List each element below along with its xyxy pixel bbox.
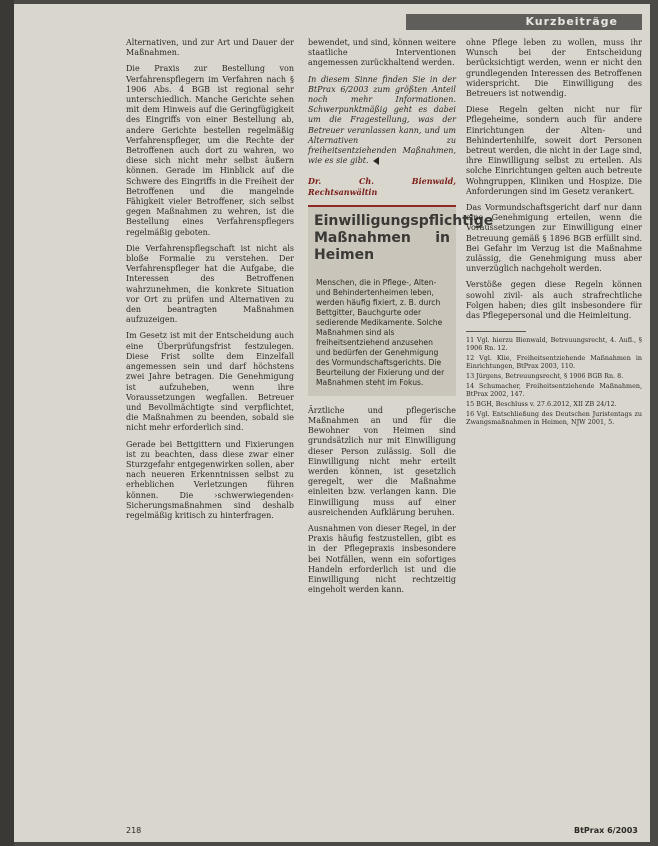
author-line: Dr. Ch. Bienwald, Rechtsanwältin [308, 176, 456, 197]
paragraph: Verstöße gegen diese Regeln können sowohl zivil- als auch strafrechtliche Folgen haben; dies gilt insbesondere für das Pflegepersonal und die Heimleitung. [466, 280, 642, 321]
footnote: 16 Vgl. Entschließung des Deutschen Juristentags zu Zwangsmaßnahmen in Heimen, NJW 2001, 5. [466, 410, 642, 427]
article-title-box [308, 205, 494, 270]
paragraph: Gerade bei Bettgittern und Fixierungen ist zu beachten, dass diese zwar einer Sturzgefahr entgegenwirken sollen, aber nach neueren Erkenntnissen selbst zu erheblichen Verletzungen führen können. Die ›schwerwiegenden‹ Sicherungsmaßnahmen sind deshalb regelmäßig kritisch zu hinterfragen. [126, 439, 294, 520]
footnote: 14 Schumacher, Freiheitsentziehende Maßnahmen, BtPrax 2002, 147. [466, 382, 642, 399]
column-middle [308, 38, 494, 818]
footnote: 12 Vgl. Klie, Freiheitsentziehende Maßnahmen in Einrichtungen, BtPrax 2003, 110. [466, 354, 642, 371]
paragraph: ohne Pflege leben zu wollen, muss ihr Wunsch bei der Entscheidung berücksichtigt werden, wenn er nicht den grundlegenden Interessen des Betroffenen widerspricht. Die Einwilligung des Betreuers ist notwendig. [466, 38, 642, 99]
end-mark-icon [373, 157, 379, 165]
paragraph: bewendet, und sind, können weitere staatliche Interventionen angemessen zurückhaltend werden. [308, 38, 456, 68]
article-lead-box: Menschen, die in Pflege-, Alten- und Behindertenheimen leben, werden häufig fixiert, z. B. durch Bettgitter, Bauchgurte oder sedierende Medikamente. Solche Maßnahmen sind als freiheitsentziehend anzusehen und bedürfen der Genehmigung des Vormundschaftsgerichts. Die Beurteilung der Fixierung und der Maßnahmen steht im Fokus. [308, 270, 456, 396]
page-number: 218 [126, 826, 142, 835]
paragraph: Die Praxis zur Bestellung von Verfahrenspflegern im Verfahren nach § 1906 Abs. 4 BGB ist regional sehr unterschiedlich. Manche Gerichte sehen mit dem Hinweis auf die Geringfügigkeit des Eingriffs von einer Bestellung ab, andere Gerichte bestellen regelmäßig Verfahrenspfleger, um die Rechte der Betroffenen auch dort zu wahren, wo diese sich nicht mehr selbst äußern können. Gerade im Hinblick auf die Schwere des Eingriffs in die Freiheit der Betroffenen und die mangelnde Fähigkeit vieler Betroffener, sich selbst gegen Maßnahmen zu wehren, ist die Bestellung eines Verfahrenspflegers regelmäßig geboten. [126, 64, 294, 237]
paragraph: Das Vormundschaftsgericht darf nur dann eine Genehmigung erteilen, wenn die Voraussetzungen zur Einwilligung einer Betreuung gemäß § 1896 BGB erfüllt sind. Bei Gefahr im Verzug ist die Maßnahme zulässig, die Genehmigung muss aber unverzüglich nachgeholt werden. [466, 203, 642, 274]
column-right [466, 38, 642, 818]
paragraph: Ärztliche und pflegerische Maßnahmen an und für die Bewohner von Heimen sind grundsätzlich nur mit Einwilligung dieser Person zulässig. Soll die Einwilligung nicht mehr erteilt werden können, ist gesetzlich geregelt, wer die Maßnahme einleiten bzw. verlangen kann. Die Einwilligung muss auf einer ausreichenden Aufklärung beruhen. [308, 405, 456, 517]
italic-lead [308, 75, 456, 167]
footnote: 15 BGH, Beschluss v. 27.6.2012, XII ZB 24/12. [466, 400, 617, 409]
paragraph: Die Verfahrenspflegschaft ist nicht als bloße Formalie zu verstehen. Der Verfahrenspfleger hat die Aufgabe, die Interessen des Betroffenen wahrzunehmen, die konkrete Situation vor Ort zu prüfen und Alternativen zu den beantragten Maßnahmen aufzuzeigen. [126, 243, 294, 325]
footnote: 11 Vgl. hierzu Bienwald, Betreuungsrecht, 4. Aufl., § 1906 Rn. 12. [466, 336, 642, 353]
binding-shadow [0, 0, 14, 846]
footnotes [466, 336, 642, 426]
document-page [14, 4, 650, 842]
column-left [126, 38, 294, 818]
section-header [406, 14, 642, 30]
journal-issue: BtPrax 6/2003 [574, 826, 638, 835]
article-title: Einwilligungspflichtige Maßnahmen in Heimen [314, 212, 494, 263]
paragraph: Ausnahmen von dieser Regel, in der Praxis häufig festzustellen, gibt es in der Pflegepraxis insbesondere bei Notfällen, wenn ein sofortiges Handeln erforderlich ist und die Einwilligung nicht rechtzeitig eingeholt werden kann. [308, 524, 456, 595]
paragraph: Alternativen, und zur Art und Dauer der Maßnahmen. [126, 38, 294, 58]
section-title: Kurzbeiträge [525, 15, 618, 28]
footnote: 13 Jürgens, Betreuungsrecht, § 1906 BGB Rn. 8. [466, 372, 624, 381]
paragraph: Im Gesetz ist mit der Entscheidung auch eine Überprüfungsfrist festzulegen. Diese Frist sollte dem Einzelfall angemessen sein und darf höchstens zwei Jahre betragen. Die Genehmigung ist aufzuheben, wenn ihre Voraussetzungen wegfallen. Betreuer und Bevollmächtigte sind verpflichtet, die Maßnahmen zu beenden, sobald sie nicht mehr erforderlich sind. [126, 331, 294, 433]
paragraph: Diese Regeln gelten nicht nur für Pflegeheime, sondern auch für andere Einrichtungen der Alten- und Behindertenhilfe, soweit dort Personen betreut werden, die nicht in der Lage sind, ihre Einwilligung selbst zu erteilen. Als solche Einrichtungen gelten auch betreute Wohngruppen, Kliniken und Hospize. Die Anforderungen sind im Gesetz verankert. [466, 105, 642, 196]
italic-lead-text: In diesem Sinne finden Sie in der BtPrax 6/2003 zum größten Anteil noch mehr Informationen. Schwerpunktmäßig geht es dabei um die Fragestellung, was der Betreuer veranlassen kann, und um Alternativen zu freiheitsentziehenden Maßnahmen, wie es sie gibt. [308, 74, 456, 166]
footnote-divider [466, 331, 526, 332]
